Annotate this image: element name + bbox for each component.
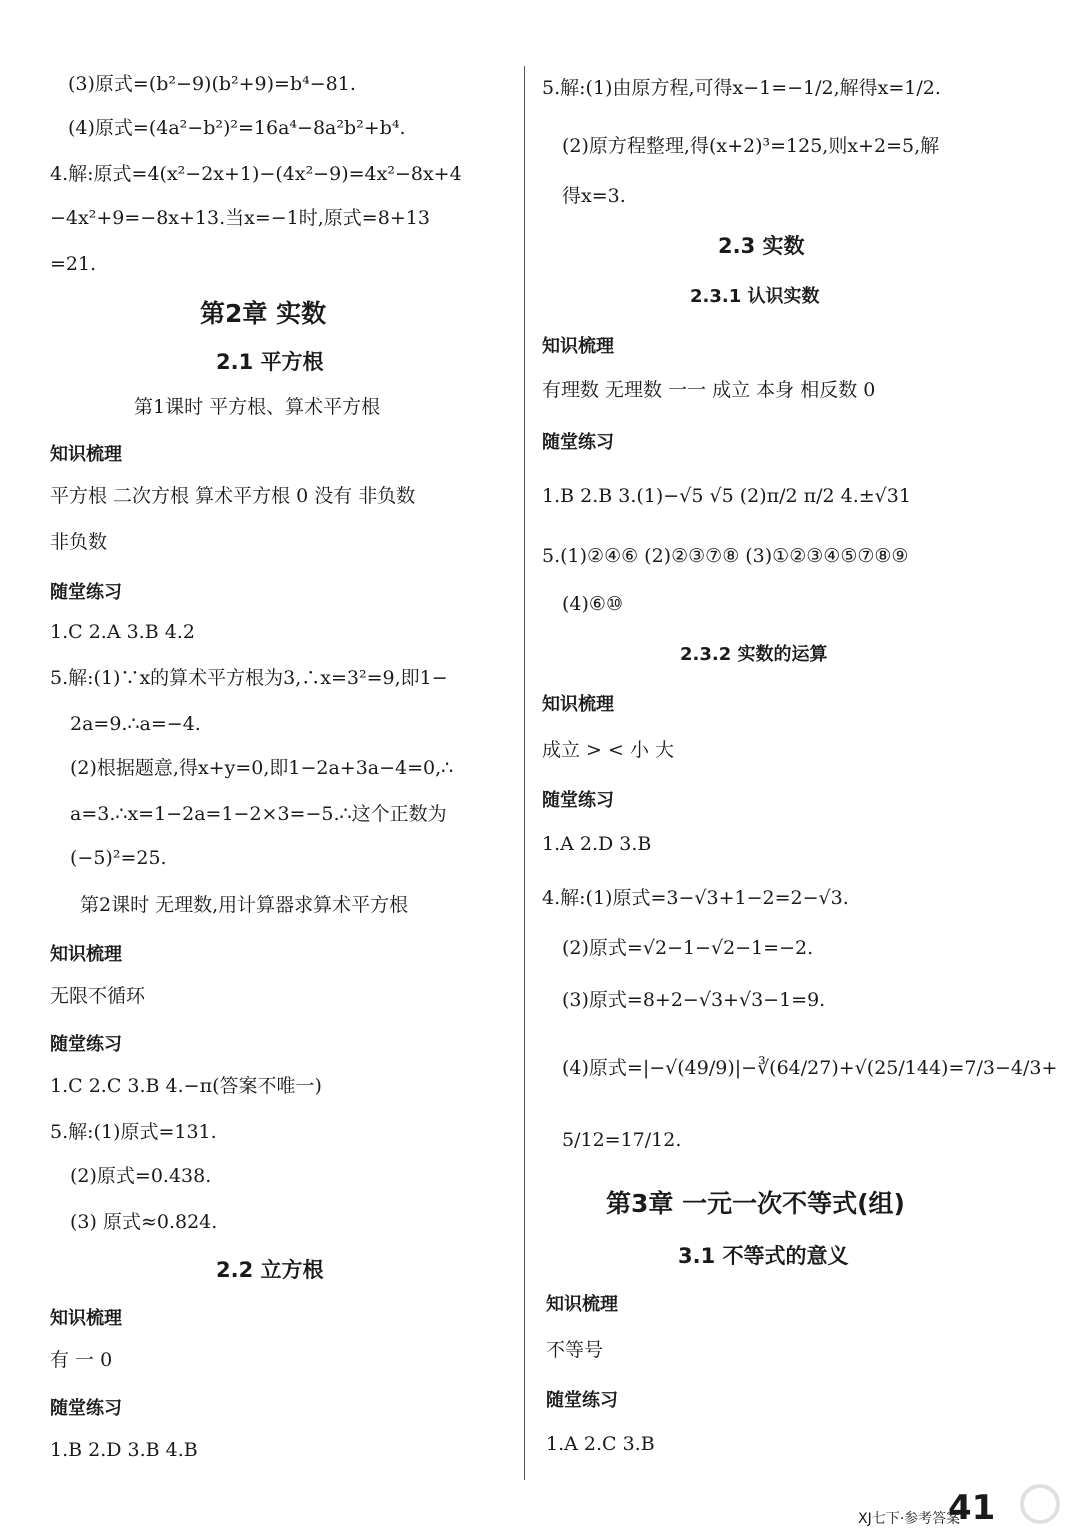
text-line: 4.解:(1)原式=3−√3+1−2=2−√3. [542,887,849,909]
text-line: 1.A 2.D 3.B [542,833,652,855]
page-number: 41 [948,1488,996,1528]
section-label: 随堂练习 [542,432,614,453]
text-line: (3) 原式≈0.824. [70,1211,218,1233]
text-line: 5.解:(1)由原方程,可得x−1=−1/2,解得x=1/2. [542,77,941,99]
section-label: 随堂练习 [50,582,122,603]
text-line: (2)原式=√2−1−√2−1=−2. [562,937,814,959]
section-label: 知识梳理 [546,1294,618,1315]
text-line: a=3.∴x=1−2a=1−2×3=−5.∴这个正数为 [70,803,447,825]
section-title: 2.2 立方根 [216,1258,324,1282]
section-title: 3.1 不等式的意义 [678,1244,849,1268]
subsection-title: 2.3.2 实数的运算 [680,644,828,665]
text-line: (4)原式=|−√(49/9)|−∛(64/27)+√(25/144)=7/3−4/3+ [562,1057,1058,1079]
chapter-title: 第2章 实数 [200,299,327,328]
text-line: 成立 > < 小 大 [542,739,674,761]
text-line: 非负数 [50,531,108,553]
text-line: 1.C 2.A 3.B 4.2 [50,621,195,643]
text-line: 5.解:(1)原式=131. [50,1121,217,1143]
text-line: 得x=3. [562,185,626,207]
footer-label: XJ七下·参考答案 [858,1511,961,1527]
text-line: 2a=9.∴a=−4. [70,713,201,735]
text-line: =21. [50,253,97,275]
text-line: 5.解:(1)∵x的算术平方根为3,∴x=3²=9,即1− [50,667,448,689]
text-line: (2)原方程整理,得(x+2)³=125,则x+2=5,解 [562,135,940,157]
text-line: 平方根 二次方根 算术平方根 0 没有 非负数 [50,485,416,507]
text-line: (3)原式=(b²−9)(b²+9)=b⁴−81. [68,73,356,95]
text-line: 1.C 2.C 3.B 4.−π(答案不唯一) [50,1075,322,1097]
section-label: 知识梳理 [542,694,614,715]
section-label: 知识梳理 [50,444,122,465]
text-line: −4x²+9=−8x+13.当x=−1时,原式=8+13 [50,207,430,229]
section-label: 随堂练习 [542,790,614,811]
text-line: 1.A 2.C 3.B [546,1433,655,1455]
lesson-title: 第1课时 平方根、算术平方根 [134,396,381,418]
section-title: 2.3 实数 [718,234,805,258]
chapter-title: 第3章 一元一次不等式(组) [606,1189,905,1218]
text-line: (4)原式=(4a²−b²)²=16a⁴−8a²b²+b⁴. [68,117,406,139]
text-line: 1.B 2.B 3.(1)−√5 √5 (2)π/2 π/2 4.±√31 [542,485,911,507]
section-label: 随堂练习 [50,1398,122,1419]
text-line: 不等号 [546,1339,604,1361]
section-label: 随堂练习 [546,1390,618,1411]
section-title: 2.1 平方根 [216,350,324,374]
section-label: 知识梳理 [50,1308,122,1329]
text-line: 有 一 0 [50,1349,113,1371]
section-label: 知识梳理 [542,336,614,357]
text-line: (4)⑥⑩ [562,593,623,615]
text-line: 有理数 无理数 一一 成立 本身 相反数 0 [542,379,876,401]
column-divider [524,66,525,1480]
subsection-title: 2.3.1 认识实数 [690,286,820,307]
lesson-title: 第2课时 无理数,用计算器求算术平方根 [80,894,409,916]
text-line: (3)原式=8+2−√3+√3−1=9. [562,989,826,1011]
section-label: 知识梳理 [50,944,122,965]
section-label: 随堂练习 [50,1034,122,1055]
text-line: 5.(1)②④⑥ (2)②③⑦⑧ (3)①②③④⑤⑦⑧⑨ [542,545,909,567]
text-line: (2)原式=0.438. [70,1165,212,1187]
text-line: 无限不循环 [50,985,146,1007]
text-line: (−5)²=25. [70,847,167,869]
text-line: 5/12=17/12. [562,1129,682,1151]
text-line: 1.B 2.D 3.B 4.B [50,1439,198,1461]
text-line: (2)根据题意,得x+y=0,即1−2a+3a−4=0,∴ [70,757,454,779]
text-line: 4.解:原式=4(x²−2x+1)−(4x²−9)=4x²−8x+4 [50,163,462,185]
